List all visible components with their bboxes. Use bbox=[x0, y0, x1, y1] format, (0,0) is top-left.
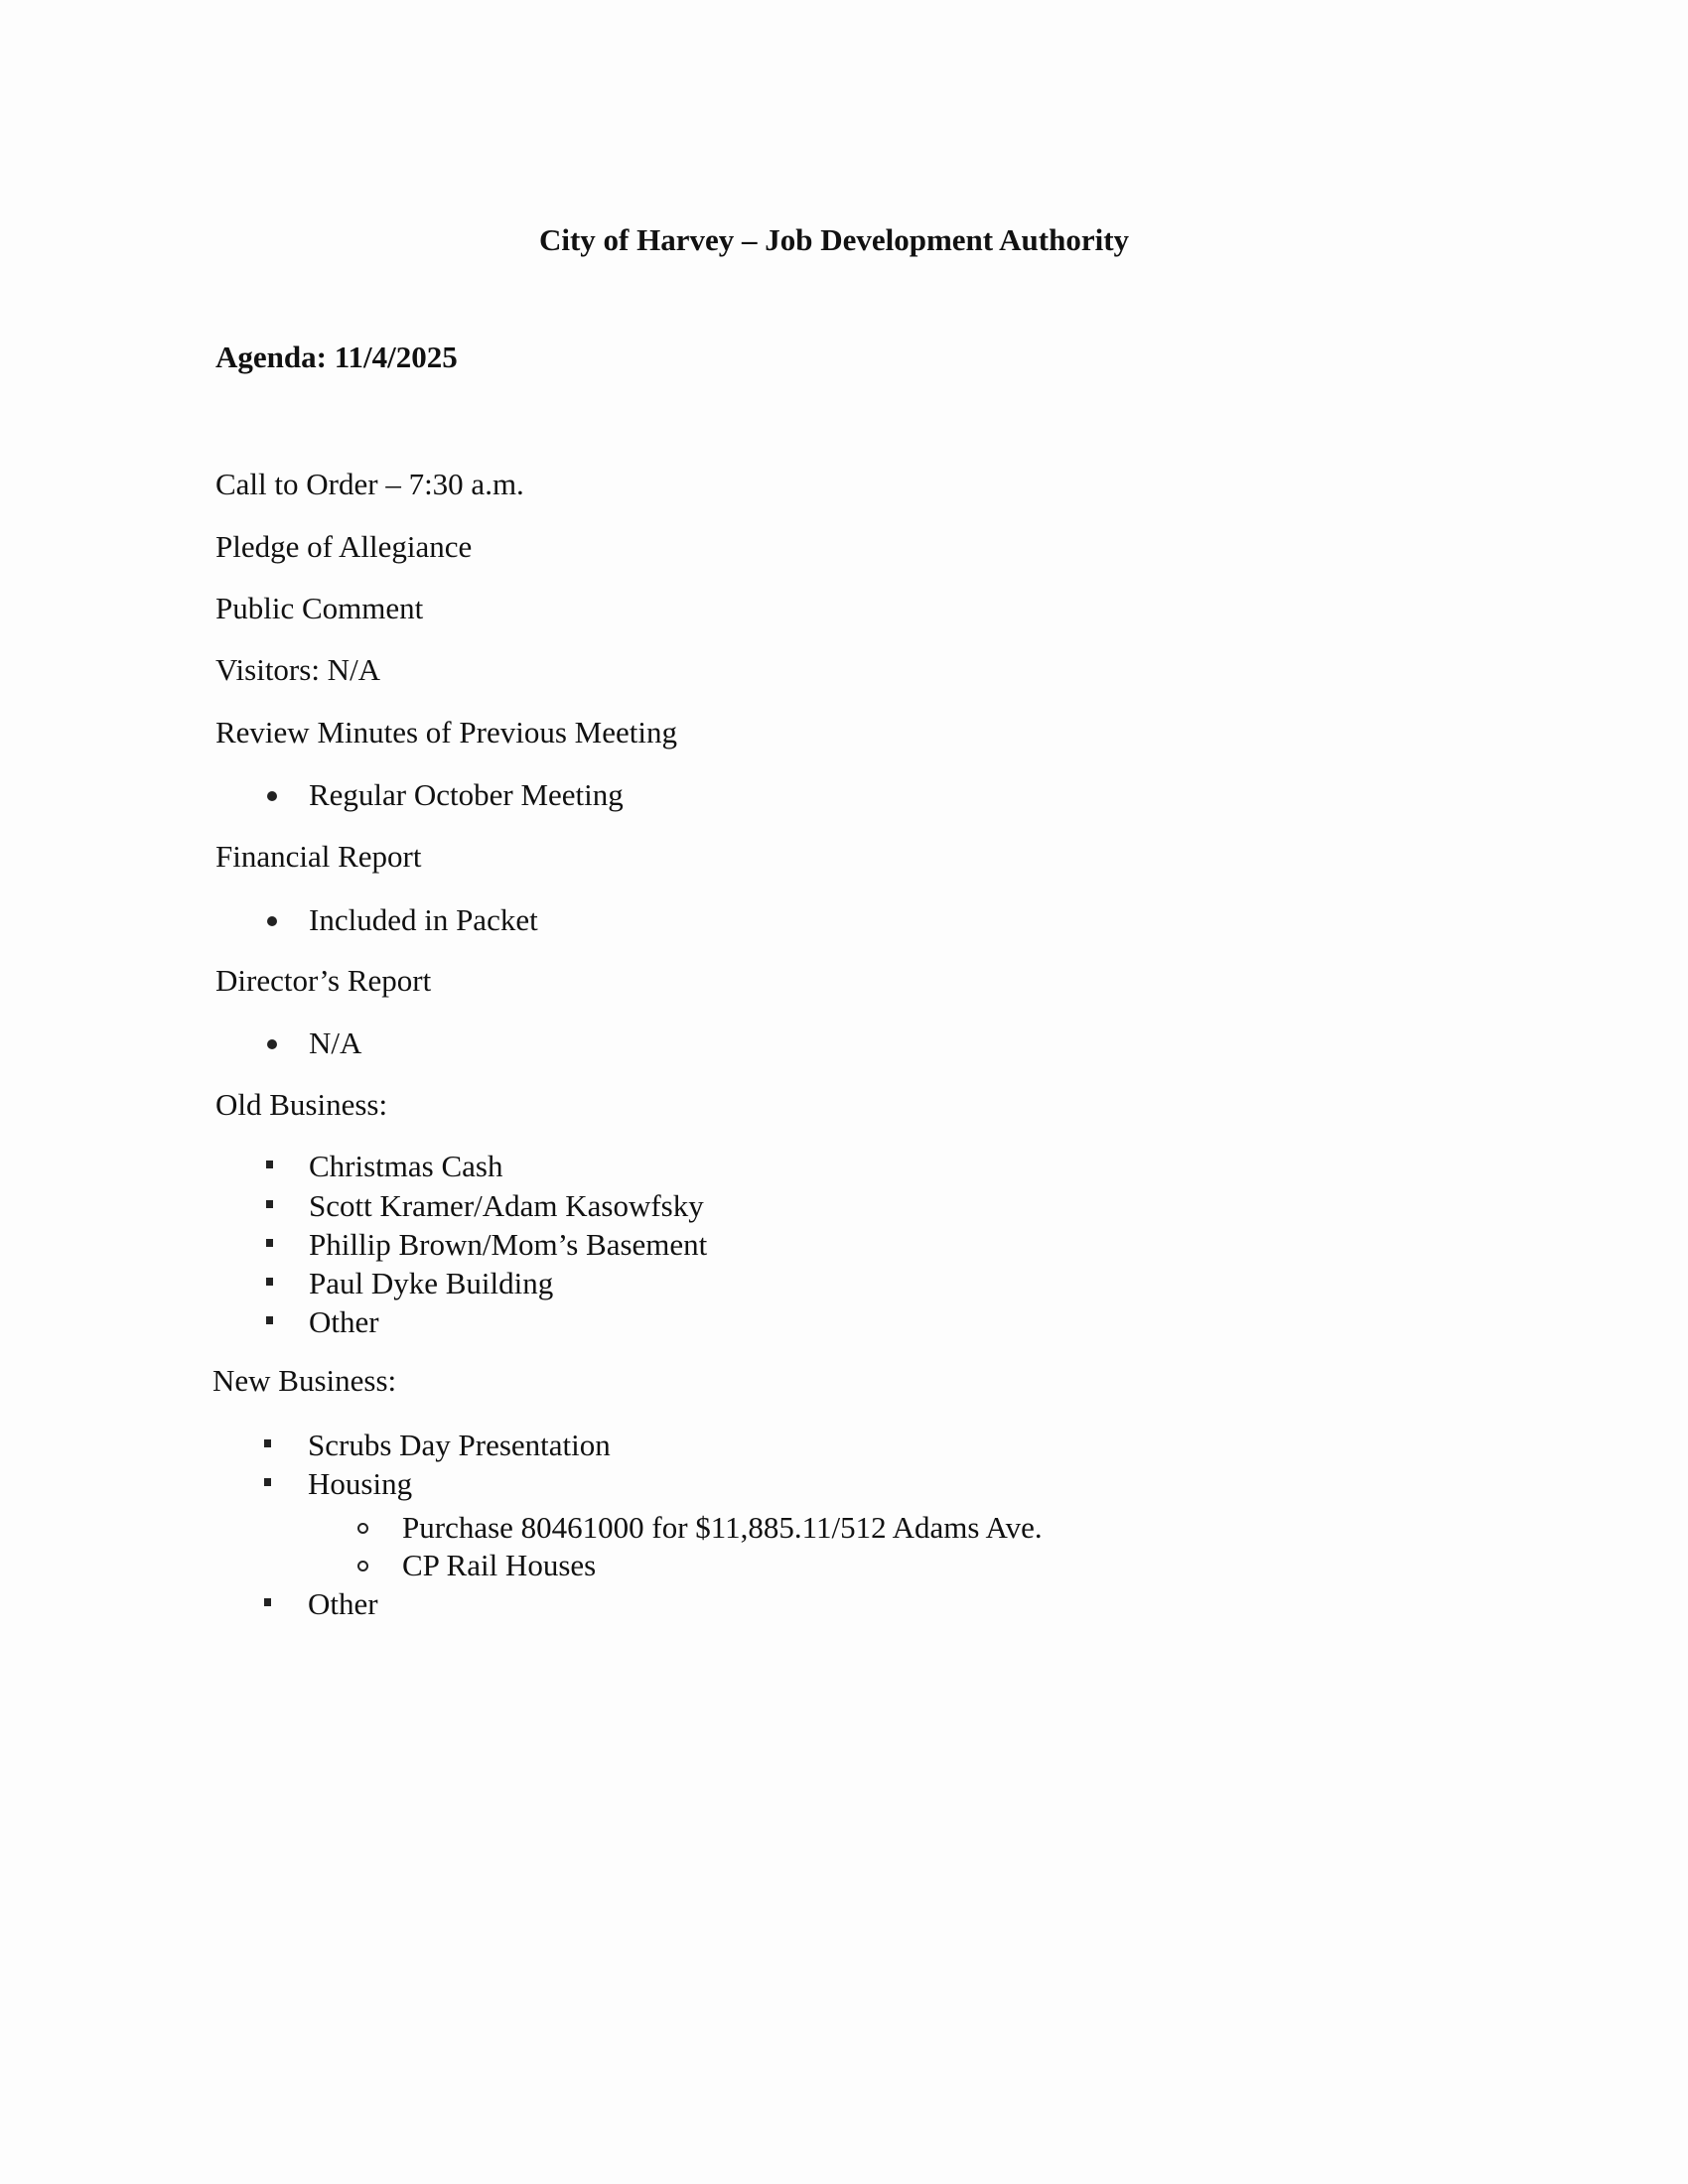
bullet-square-icon bbox=[264, 1478, 271, 1486]
housing-subitem: CP Rail Houses bbox=[402, 1548, 597, 1582]
financial-report-subitem: Included in Packet bbox=[309, 902, 538, 937]
old-business-item: Phillip Brown/Mom’s Basement bbox=[309, 1227, 708, 1262]
new-business-item: Scrubs Day Presentation bbox=[308, 1428, 611, 1462]
bullet-square-icon bbox=[264, 1598, 271, 1606]
agenda-item-financial-report: Financial Report bbox=[215, 839, 422, 874]
bullet-square-icon bbox=[266, 1239, 273, 1247]
bullet-dot-icon bbox=[267, 791, 277, 801]
agenda-item-pledge: Pledge of Allegiance bbox=[215, 529, 473, 564]
agenda-item-public-comment: Public Comment bbox=[215, 591, 424, 625]
document-title: City of Harvey – Job Development Authority bbox=[538, 222, 1130, 257]
agenda-item-call-to-order: Call to Order – 7:30 a.m. bbox=[215, 467, 524, 501]
bullet-dot-icon bbox=[267, 916, 277, 926]
agenda-item-review-minutes: Review Minutes of Previous Meeting bbox=[215, 715, 677, 750]
bullet-circle-icon bbox=[357, 1523, 368, 1534]
old-business-item: Paul Dyke Building bbox=[309, 1266, 554, 1300]
new-business-item: Other bbox=[308, 1586, 378, 1621]
new-business-item: Housing bbox=[308, 1466, 413, 1501]
review-minutes-subitem: Regular October Meeting bbox=[309, 777, 624, 812]
housing-subitem: Purchase 80461000 for $11,885.11/512 Adams Ave. bbox=[402, 1510, 1043, 1545]
old-business-item: Scott Kramer/Adam Kasowfsky bbox=[309, 1188, 704, 1223]
directors-report-subitem: N/A bbox=[309, 1025, 362, 1060]
bullet-square-icon bbox=[266, 1200, 273, 1208]
bullet-square-icon bbox=[266, 1278, 273, 1286]
bullet-square-icon bbox=[266, 1160, 273, 1168]
agenda-date-heading: Agenda: 11/4/2025 bbox=[215, 340, 458, 374]
old-business-item: Christmas Cash bbox=[309, 1149, 503, 1183]
agenda-item-directors-report: Director’s Report bbox=[215, 963, 432, 998]
bullet-square-icon bbox=[264, 1439, 271, 1447]
agenda-item-new-business: New Business: bbox=[212, 1363, 397, 1398]
bullet-square-icon bbox=[266, 1316, 273, 1324]
agenda-item-visitors: Visitors: N/A bbox=[215, 652, 381, 687]
agenda-item-old-business: Old Business: bbox=[215, 1087, 388, 1122]
bullet-dot-icon bbox=[267, 1039, 277, 1049]
old-business-item: Other bbox=[309, 1304, 379, 1339]
bullet-circle-icon bbox=[357, 1561, 368, 1571]
